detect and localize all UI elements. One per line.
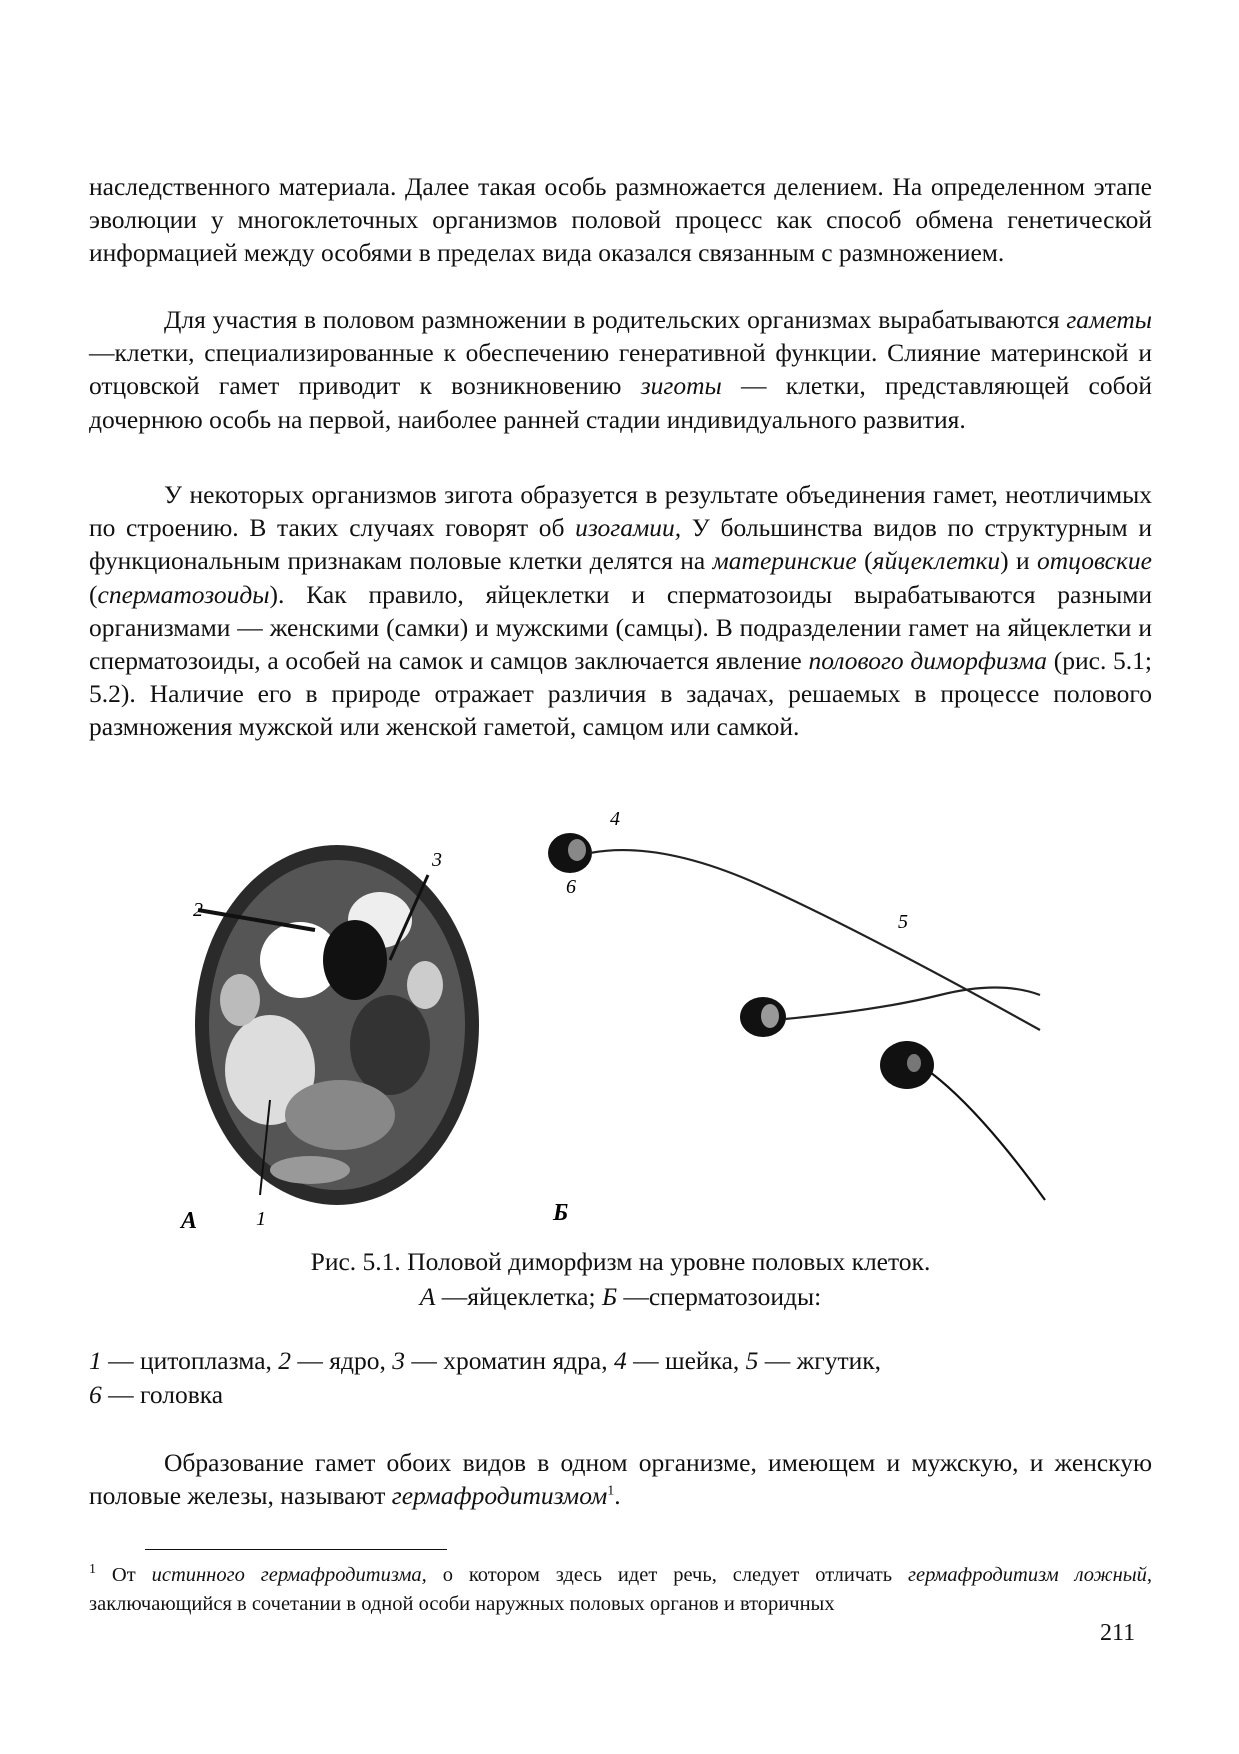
p3-text-k: ). Как правило, яйцеклетки и сперматозоиды вырабатываются разными организмами — женскими (самки) и мужскими (самцы). В подразделении гамет на яйцеклетки и сперматозоиды, а особей на самок и самцов заключается явление: [89, 579, 1152, 676]
p2-text-a: Для участия в половом размножении в родительских организмах вырабатываются: [164, 305, 1067, 334]
legend-t6: — головка: [101, 1380, 224, 1409]
p3-text-c: У большинства видов по структурным и функциональным признакам половые клетки делятся на: [89, 513, 1152, 576]
p2-text-c: —клетки, специализированные к обеспечению генеративной функции. Слияние материнской и отцовской гамет приводит к возникновению: [89, 338, 1152, 401]
footnote: [89, 1561, 1152, 1619]
figure-illustration: [180, 808, 1060, 1234]
figure-legend-line1: [89, 1344, 1152, 1378]
legend-t1: — цитоплазма,: [101, 1346, 279, 1375]
footnote-text-a: От: [96, 1564, 152, 1586]
figure-legend-line2: [89, 1378, 1152, 1412]
legend-n6: 6: [89, 1380, 102, 1409]
footnote-ref[interactable]: 1: [607, 1483, 615, 1499]
caption-B-text: —сперматозоиды:: [616, 1282, 822, 1311]
footnote-term-false: гермафродитизм ложный,: [907, 1564, 1153, 1586]
term-maternal: материнские: [712, 546, 857, 576]
paragraph-1: [89, 170, 1152, 270]
footnote-divider: [145, 1549, 447, 1550]
term-gametes: гаметы: [1066, 305, 1152, 334]
legend-n2: 2: [278, 1346, 292, 1375]
legend-t5: — жгутик,: [758, 1346, 882, 1375]
p3-text-g: ) и: [1000, 546, 1037, 576]
caption-A: А: [419, 1282, 436, 1311]
legend-t4: — шейка,: [626, 1346, 746, 1375]
legend-n3: 3: [392, 1346, 405, 1375]
p2-text-e: — клетки, представляющей собой дочернюю особь на первой, наиболее ранней стадии индивидуального развития.: [89, 371, 1152, 434]
p3-text-i: (: [89, 579, 98, 609]
p3-text-m: (рис. 5.1; 5.2). Наличие его в природе отражает различия в задачах, решаемых в процессе полового размножения мужской или женской гаметой, самцом или самкой.: [89, 646, 1152, 742]
p3-text-a: У некоторых организмов зигота образуется в результате объединения гамет, неотличимых по строению. В таких случаях говорят об: [89, 480, 1152, 543]
paragraph-2: [89, 303, 1152, 436]
term-hermaphroditism: гермафродитизмом: [391, 1481, 608, 1511]
legend-t2: — ядро,: [291, 1346, 393, 1375]
egg-cell-illustration: [195, 845, 479, 1205]
figure-caption-line1: [89, 1244, 1152, 1279]
term-isogamy: изогамии,: [575, 513, 682, 543]
egg-label-3: 3: [432, 849, 442, 871]
sperm-label-5: 5: [898, 911, 908, 933]
paragraph-4: [89, 1446, 1152, 1512]
term-egg-cells: яйцеклетки: [872, 546, 1001, 576]
legend-n4: 4: [613, 1346, 627, 1375]
caption-B: Б: [601, 1282, 617, 1311]
footnote-marker: 1: [89, 1562, 96, 1578]
p3-text-e: (: [856, 546, 873, 576]
p4-text-a: Образование гамет обоих видов в одном организме, имеющем и мужскую, и женскую половые железы, называют: [89, 1448, 1152, 1511]
term-sexual-dimorphism: полового диморфизма: [808, 646, 1048, 676]
term-zygote: зиготы: [640, 371, 722, 401]
spermatozoa-illustration: [548, 833, 1045, 1200]
footnote-text-e: заключающийся в сочетании в одной особи наружных половых органов и вторичных: [89, 1593, 835, 1615]
footnote-term-true: истинного гермафродитизма,: [151, 1564, 427, 1586]
figure-caption-line2: [89, 1279, 1152, 1314]
egg-label-2: 2: [193, 899, 203, 921]
egg-label-1: 1: [256, 1208, 266, 1230]
paragraph-3: [89, 478, 1152, 744]
figure-label-A: А: [181, 1208, 198, 1234]
p4-text-c: .: [614, 1481, 621, 1511]
term-paternal: отцовские: [1036, 546, 1152, 576]
legend-t3: — хроматин ядра,: [405, 1346, 614, 1375]
caption-A-text: —яйцеклетка;: [435, 1282, 602, 1311]
sperm-label-6: 6: [566, 876, 576, 898]
figure-label-B: Б: [553, 1200, 569, 1226]
page-number: 211: [1100, 1620, 1136, 1646]
legend-n5: 5: [745, 1346, 759, 1375]
sperm-label-4: 4: [610, 808, 620, 830]
footnote-text-c: о котором здесь идет речь, следует отличать: [426, 1564, 908, 1586]
paragraph-1-text: наследственного материала. Далее такая особь размножается делением. На определенном этапе эволюции у многоклеточных организмов половой процесс как способ обмена генетической информацией между особями в пределах вида оказался связанным с размножением.: [89, 172, 1152, 268]
term-spermatozoa: сперматозоиды: [97, 579, 270, 609]
caption-title: Рис. 5.1. Половой диморфизм на уровне половых клеток.: [310, 1247, 931, 1276]
figure-5-1: [180, 808, 1060, 1234]
legend-n1: 1: [89, 1346, 102, 1375]
